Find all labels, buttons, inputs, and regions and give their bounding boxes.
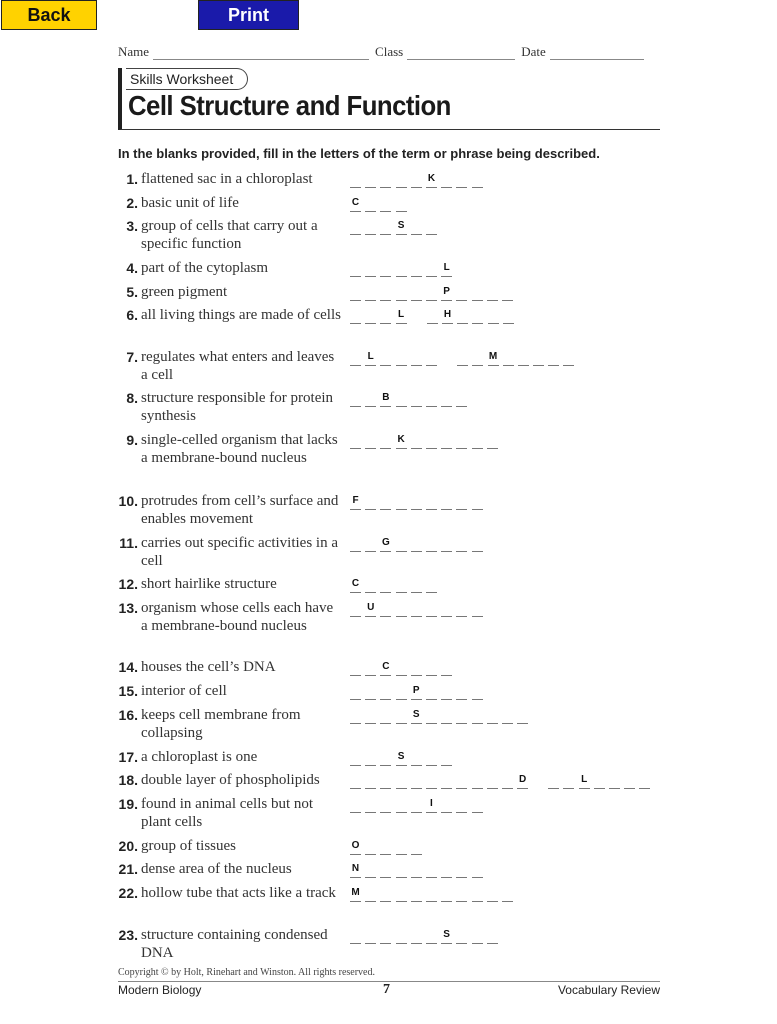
question-text: double layer of phospholipids: [141, 772, 320, 788]
letter-blank[interactable]: [396, 774, 407, 789]
given-letter: L: [579, 774, 590, 789]
letter-blank[interactable]: [441, 434, 452, 449]
letter-blank[interactable]: [426, 887, 437, 902]
letter-blank[interactable]: [411, 537, 422, 552]
letter-blank[interactable]: [456, 709, 467, 724]
letter-blank[interactable]: [350, 173, 361, 188]
answer-blanks: [350, 255, 456, 277]
letter-blank[interactable]: [396, 798, 407, 813]
letter-blank[interactable]: [456, 602, 467, 617]
letter-blank[interactable]: [426, 220, 437, 235]
letter-blank[interactable]: [502, 286, 513, 301]
letter-blank[interactable]: [502, 774, 513, 789]
answer-blanks: [350, 791, 487, 813]
given-letter: U: [365, 602, 376, 617]
given-letter: P: [411, 685, 422, 700]
letter-blank[interactable]: [380, 863, 391, 878]
letter-blank[interactable]: [441, 495, 452, 510]
letter-blank[interactable]: [411, 602, 422, 617]
letter-blank[interactable]: [365, 863, 376, 878]
letter-blank[interactable]: [365, 495, 376, 510]
given-letter: M: [350, 887, 361, 902]
letter-blank[interactable]: [365, 537, 376, 552]
letter-blank[interactable]: [411, 578, 422, 593]
letter-blank[interactable]: [411, 929, 422, 944]
letter-blank[interactable]: [441, 709, 452, 724]
letter-blank[interactable]: [365, 434, 376, 449]
given-letter: G: [380, 537, 391, 552]
letter-blank[interactable]: [441, 685, 452, 700]
letter-blank[interactable]: [396, 173, 407, 188]
date-label: Date: [521, 44, 546, 59]
given-letter: F: [350, 495, 361, 510]
letter-blank[interactable]: [365, 262, 376, 277]
letter-blank[interactable]: [472, 602, 483, 617]
letter-blank[interactable]: [411, 220, 422, 235]
letter-blank[interactable]: [411, 774, 422, 789]
letter-blank[interactable]: [350, 220, 361, 235]
letter-blank[interactable]: [456, 887, 467, 902]
answer-blanks: [350, 488, 487, 510]
letter-blank[interactable]: [380, 774, 391, 789]
letter-blank[interactable]: [380, 351, 391, 366]
letter-blank[interactable]: [472, 351, 483, 366]
letter-blank[interactable]: [503, 351, 514, 366]
letter-blank[interactable]: [472, 929, 483, 944]
answer-blanks: [350, 856, 487, 878]
letter-blank[interactable]: [365, 286, 376, 301]
letter-blank[interactable]: [380, 197, 391, 212]
letter-blank[interactable]: [456, 286, 467, 301]
letter-blank[interactable]: [639, 774, 650, 789]
question-number: 9.: [126, 432, 138, 448]
letter-blank[interactable]: [427, 309, 438, 324]
letter-blank[interactable]: [426, 863, 437, 878]
letter-blank[interactable]: [441, 392, 452, 407]
letter-blank[interactable]: [411, 798, 422, 813]
given-letter: L: [365, 351, 376, 366]
answer-blanks: [350, 880, 517, 902]
letter-blank[interactable]: [350, 685, 361, 700]
question-text: interior of cell: [141, 683, 227, 699]
letter-blank[interactable]: [396, 578, 407, 593]
letter-blank[interactable]: [411, 495, 422, 510]
question-text: structure responsible for protein synthesis: [141, 390, 334, 424]
letter-blank[interactable]: [350, 351, 361, 366]
letter-blank[interactable]: [365, 774, 376, 789]
answer-blanks: [350, 427, 502, 449]
question-number: 18.: [118, 772, 138, 788]
page-title: Cell Structure and Function: [128, 90, 451, 121]
question-number: 15.: [118, 683, 138, 699]
question-text: hollow tube that acts like a track: [141, 885, 336, 901]
letter-blank[interactable]: [517, 709, 528, 724]
letter-blank[interactable]: [350, 309, 361, 324]
answer-blanks: [350, 767, 655, 789]
letter-blank[interactable]: [457, 351, 468, 366]
question-number: 19.: [118, 796, 138, 812]
letter-blank[interactable]: [350, 798, 361, 813]
letter-blank[interactable]: [350, 392, 361, 407]
letter-blank[interactable]: [380, 173, 391, 188]
letter-blank[interactable]: [365, 578, 376, 593]
letter-blank[interactable]: [426, 602, 437, 617]
letter-blank[interactable]: [456, 173, 467, 188]
letter-blank[interactable]: [456, 434, 467, 449]
letter-blank[interactable]: [396, 262, 407, 277]
letter-blank[interactable]: [426, 929, 437, 944]
question-text: group of tissues: [141, 838, 236, 854]
answer-blanks: [350, 302, 518, 324]
letter-blank[interactable]: [350, 537, 361, 552]
letter-blank[interactable]: [365, 220, 376, 235]
letter-blank[interactable]: [396, 351, 407, 366]
question-text: found in animal cells but not plant cells: [141, 796, 314, 830]
question-text: group of cells that carry out a specific function: [141, 218, 318, 252]
question-text: houses the cell’s DNA: [141, 659, 276, 675]
given-letter: C: [350, 578, 361, 593]
student-info-row: [118, 44, 660, 60]
letter-blank[interactable]: [380, 578, 391, 593]
question-text: a chloroplast is one: [141, 749, 258, 765]
question-text: part of the cytoplasm: [141, 260, 269, 276]
given-letter: S: [411, 709, 422, 724]
class-label: Class: [375, 44, 404, 59]
letter-blank[interactable]: [457, 309, 468, 324]
question-number: 10.: [118, 493, 138, 509]
letter-blank[interactable]: [563, 774, 574, 789]
given-letter: M: [488, 351, 499, 366]
letter-blank[interactable]: [472, 887, 483, 902]
letter-blank[interactable]: [441, 602, 452, 617]
letter-blank[interactable]: [396, 537, 407, 552]
letter-blank[interactable]: [487, 774, 498, 789]
answer-blanks: [350, 833, 426, 855]
letter-blank[interactable]: [380, 262, 391, 277]
letter-blank[interactable]: [350, 434, 361, 449]
letter-blank[interactable]: [426, 661, 437, 676]
letter-blank[interactable]: [396, 863, 407, 878]
letter-blank[interactable]: [487, 929, 498, 944]
letter-blank[interactable]: [472, 434, 483, 449]
letter-blank[interactable]: [411, 863, 422, 878]
letter-blank[interactable]: [365, 392, 376, 407]
letter-blank[interactable]: [456, 537, 467, 552]
letter-blank[interactable]: [548, 774, 559, 789]
letter-blank[interactable]: [488, 309, 499, 324]
question-number: 11.: [119, 535, 138, 551]
letter-blank[interactable]: [456, 774, 467, 789]
letter-blank[interactable]: [396, 685, 407, 700]
question-text: all living things are made of cells: [141, 307, 341, 323]
letter-blank[interactable]: [396, 286, 407, 301]
letter-blank[interactable]: [411, 392, 422, 407]
answer-blanks: [350, 595, 487, 617]
letter-blank[interactable]: [350, 929, 361, 944]
given-letter: N: [350, 863, 361, 878]
given-letter: O: [350, 840, 361, 855]
answer-blanks: [350, 385, 472, 407]
letter-blank[interactable]: [441, 661, 452, 676]
letter-blank[interactable]: [472, 495, 483, 510]
letter-blank[interactable]: [548, 351, 559, 366]
question-number: 3.: [126, 218, 138, 234]
letter-blank[interactable]: [563, 351, 574, 366]
question-text: structure containing condensed DNA: [141, 927, 328, 961]
given-letter: H: [442, 309, 453, 324]
question-number: 20.: [118, 838, 138, 854]
letter-blank[interactable]: [426, 495, 437, 510]
question-number: 12.: [118, 576, 138, 592]
answer-blanks: [350, 166, 487, 188]
page-number: 7: [383, 982, 390, 997]
letter-blank[interactable]: [350, 709, 361, 724]
answer-blanks: [350, 190, 411, 212]
letter-blank[interactable]: [472, 173, 483, 188]
given-letter: S: [396, 751, 407, 766]
letter-blank[interactable]: [456, 929, 467, 944]
letter-blank[interactable]: [380, 798, 391, 813]
question-text: single-celled organism that lacks a membrane-bound nucleus: [141, 432, 338, 466]
letter-blank[interactable]: [380, 751, 391, 766]
answer-blanks: [350, 571, 441, 593]
letter-blank[interactable]: [411, 661, 422, 676]
letter-blank[interactable]: [350, 602, 361, 617]
letter-blank[interactable]: [396, 887, 407, 902]
instructions: In the blanks provided, fill in the letters of the term or phrase being described.: [118, 146, 600, 161]
letter-blank[interactable]: [365, 798, 376, 813]
letter-blank[interactable]: [441, 751, 452, 766]
letter-blank[interactable]: [365, 751, 376, 766]
answer-blanks: [350, 744, 456, 766]
class-field[interactable]: [407, 46, 515, 60]
letter-blank[interactable]: [487, 286, 498, 301]
question-number: 22.: [118, 885, 138, 901]
letter-blank[interactable]: [350, 774, 361, 789]
letter-blank[interactable]: [426, 286, 437, 301]
copyright: Copyright © by Holt, Rinehart and Winston. All rights reserved.: [118, 967, 375, 978]
letter-blank[interactable]: [533, 351, 544, 366]
letter-blank[interactable]: [365, 685, 376, 700]
letter-blank[interactable]: [350, 751, 361, 766]
letter-blank[interactable]: [426, 578, 437, 593]
letter-blank[interactable]: [380, 495, 391, 510]
letter-blank[interactable]: [396, 840, 407, 855]
given-letter: I: [426, 798, 437, 813]
letter-blank[interactable]: [441, 798, 452, 813]
letter-blank[interactable]: [411, 351, 422, 366]
letter-blank[interactable]: [411, 173, 422, 188]
letter-blank[interactable]: [624, 774, 635, 789]
question-text: regulates what enters and leaves a cell: [141, 349, 335, 383]
letter-blank[interactable]: [365, 929, 376, 944]
letter-blank[interactable]: [472, 709, 483, 724]
letter-blank[interactable]: [350, 262, 361, 277]
letter-blank[interactable]: [456, 798, 467, 813]
letter-blank[interactable]: [426, 685, 437, 700]
letter-blank[interactable]: [396, 602, 407, 617]
answer-blanks: [350, 530, 487, 552]
letter-blank[interactable]: [456, 863, 467, 878]
letter-blank[interactable]: [396, 709, 407, 724]
letter-blank[interactable]: [365, 173, 376, 188]
question-text: short hairlike structure: [141, 576, 277, 592]
letter-blank[interactable]: [411, 434, 422, 449]
letter-blank[interactable]: [472, 798, 483, 813]
letter-blank[interactable]: [518, 351, 529, 366]
answer-blanks: [350, 702, 532, 724]
letter-blank[interactable]: [380, 685, 391, 700]
letter-blank[interactable]: [380, 220, 391, 235]
letter-blank[interactable]: [411, 840, 422, 855]
answer-blanks: [350, 678, 487, 700]
name-field[interactable]: [153, 46, 369, 60]
letter-blank[interactable]: [426, 434, 437, 449]
question-text: keeps cell membrane from collapsing: [141, 707, 301, 741]
letter-blank[interactable]: [426, 709, 437, 724]
letter-blank[interactable]: [609, 774, 620, 789]
question-number: 1.: [126, 171, 138, 187]
letter-blank[interactable]: [396, 197, 407, 212]
letter-blank[interactable]: [411, 262, 422, 277]
letter-blank[interactable]: [380, 929, 391, 944]
letter-blank[interactable]: [365, 840, 376, 855]
given-letter: C: [380, 661, 391, 676]
question-number: 5.: [126, 284, 138, 300]
question-number: 21.: [118, 861, 138, 877]
given-letter: K: [396, 434, 407, 449]
letter-blank[interactable]: [503, 309, 514, 324]
question-text: flattened sac in a chloroplast: [141, 171, 313, 187]
question-number: 17.: [118, 749, 138, 765]
given-letter: D: [517, 774, 528, 789]
letter-blank[interactable]: [472, 309, 483, 324]
letter-blank[interactable]: [380, 840, 391, 855]
letter-blank[interactable]: [502, 709, 513, 724]
letter-blank[interactable]: [350, 286, 361, 301]
letter-blank[interactable]: [426, 262, 437, 277]
letter-blank[interactable]: [487, 434, 498, 449]
worksheet-type-tab: Skills Worksheet: [126, 68, 248, 90]
question-text: carries out specific activities in a cell: [141, 535, 338, 569]
question-number: 23.: [118, 927, 138, 943]
letter-blank[interactable]: [411, 286, 422, 301]
letter-blank[interactable]: [441, 537, 452, 552]
letter-blank[interactable]: [502, 887, 513, 902]
question-number: 16.: [118, 707, 138, 723]
letter-blank[interactable]: [472, 863, 483, 878]
letter-blank[interactable]: [426, 351, 437, 366]
answer-blanks: [350, 344, 579, 366]
letter-blank[interactable]: [380, 602, 391, 617]
question-number: 7.: [126, 349, 138, 365]
given-letter: L: [396, 309, 407, 324]
letter-blank[interactable]: [396, 392, 407, 407]
letter-blank[interactable]: [396, 929, 407, 944]
question-text: protrudes from cell’s surface and enables movement: [141, 493, 339, 527]
letter-blank[interactable]: [472, 774, 483, 789]
question-text: dense area of the nucleus: [141, 861, 292, 877]
letter-blank[interactable]: [365, 309, 376, 324]
book-title: Modern Biology: [118, 983, 202, 997]
given-letter: P: [441, 286, 452, 301]
letter-blank[interactable]: [426, 392, 437, 407]
letter-blank[interactable]: [411, 751, 422, 766]
answer-blanks: [350, 213, 441, 235]
letter-blank[interactable]: [396, 495, 407, 510]
given-letter: L: [441, 262, 452, 277]
letter-blank[interactable]: [487, 709, 498, 724]
letter-blank[interactable]: [487, 887, 498, 902]
back-button[interactable]: Back: [1, 0, 97, 30]
question-number: 13.: [118, 600, 138, 616]
question-number: 2.: [126, 195, 138, 211]
letter-blank[interactable]: [441, 173, 452, 188]
letter-blank[interactable]: [380, 286, 391, 301]
question-number: 8.: [126, 390, 138, 406]
answer-blanks: [350, 654, 456, 676]
letter-blank[interactable]: [472, 537, 483, 552]
letter-blank[interactable]: [441, 863, 452, 878]
answer-blanks: [350, 279, 517, 301]
print-button[interactable]: Print: [198, 0, 299, 30]
letter-blank[interactable]: [380, 887, 391, 902]
given-letter: S: [441, 929, 452, 944]
question-text: basic unit of life: [141, 195, 239, 211]
letter-blank[interactable]: [456, 392, 467, 407]
letter-blank[interactable]: [365, 197, 376, 212]
letter-blank[interactable]: [472, 685, 483, 700]
given-letter: B: [380, 392, 391, 407]
question-number: 6.: [126, 307, 138, 323]
letter-blank[interactable]: [426, 774, 437, 789]
letter-blank[interactable]: [411, 887, 422, 902]
given-letter: S: [396, 220, 407, 235]
section-title: Vocabulary Review: [557, 983, 660, 997]
name-label: Name: [118, 44, 150, 59]
letter-blank[interactable]: [396, 661, 407, 676]
letter-blank[interactable]: [456, 685, 467, 700]
letter-blank[interactable]: [365, 661, 376, 676]
letter-blank[interactable]: [380, 709, 391, 724]
letter-blank[interactable]: [472, 286, 483, 301]
worksheet-header: [118, 68, 660, 130]
question-number: 4.: [126, 260, 138, 276]
letter-blank[interactable]: [365, 709, 376, 724]
question-text: green pigment: [141, 284, 228, 300]
question-text: organism whose cells each have a membrane-bound nucleus: [141, 600, 334, 634]
letter-blank[interactable]: [365, 887, 376, 902]
question-number: 14.: [118, 659, 138, 675]
letter-blank[interactable]: [441, 774, 452, 789]
given-letter: K: [426, 173, 437, 188]
letter-blank[interactable]: [426, 537, 437, 552]
date-field[interactable]: [550, 46, 644, 60]
letter-blank[interactable]: [594, 774, 605, 789]
letter-blank[interactable]: [441, 887, 452, 902]
answer-blanks: [350, 922, 502, 944]
letter-blank[interactable]: [426, 751, 437, 766]
given-letter: C: [350, 197, 361, 212]
letter-blank[interactable]: [350, 661, 361, 676]
letter-blank[interactable]: [380, 434, 391, 449]
letter-blank[interactable]: [456, 495, 467, 510]
letter-blank[interactable]: [380, 309, 391, 324]
